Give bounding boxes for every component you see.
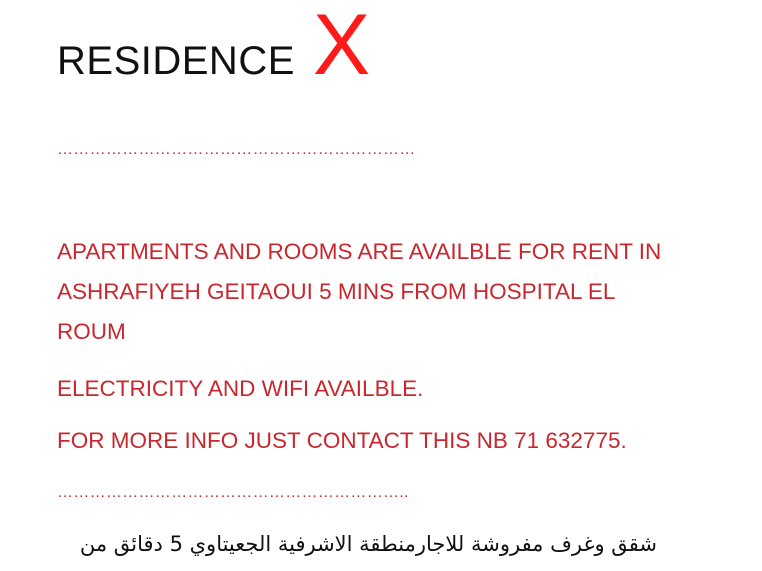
- dotted-separator-top: …………………………………………………………: [57, 141, 416, 158]
- title-word: RESIDENCE: [57, 39, 295, 83]
- rental-line-3: ROUM: [57, 319, 126, 344]
- utilities-line: ELECTRICITY AND WIFI AVAILBLE.: [57, 376, 424, 401]
- rental-line-1: APARTMENTS AND ROOMS ARE AVAILBLE FOR RENT IN: [57, 239, 662, 264]
- arabic-description: شقق وغرف مفروشة للاجارمنطقة الاشرفية الجعيتاوي 5 دقائق من: [79, 532, 657, 556]
- contact-line: FOR MORE INFO JUST CONTACT THIS NB 71 632775.: [57, 428, 627, 453]
- page-title: [57, 0, 371, 93]
- rental-line-2: ASHRAFIYEH GEITAOUI 5 MINS FROM HOSPITAL EL: [57, 279, 616, 304]
- rental-description: [57, 232, 717, 352]
- title-x-letter: X: [312, 0, 371, 93]
- dotted-separator-bottom: ………………………………………………………..: [57, 484, 409, 501]
